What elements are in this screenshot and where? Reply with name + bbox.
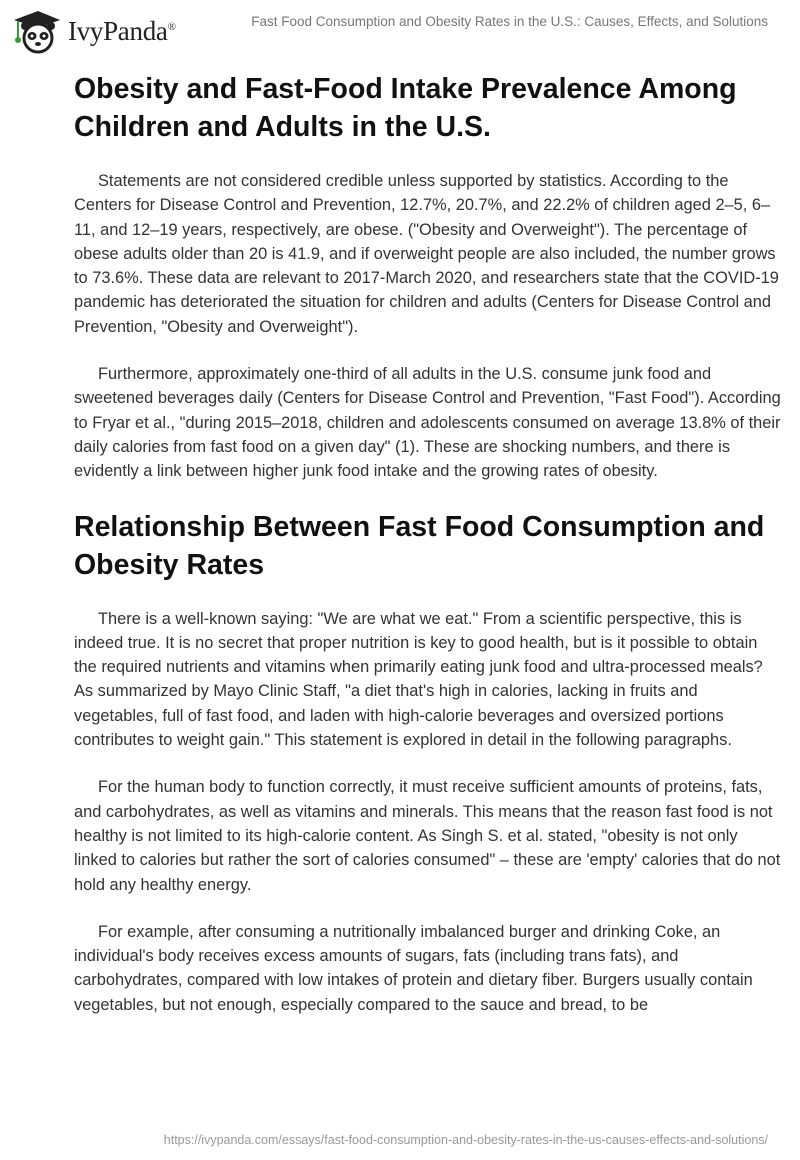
logo-text: IvyPanda® bbox=[68, 15, 176, 46]
article-body bbox=[74, 70, 782, 1040]
paragraph: For the human body to function correctly, it must receive sufficient amounts of proteins, fats, and carbohydrates, as well as vitamins and minerals. This means that the reason fast food is not healthy is not limited to its high-calorie content. As Singh S. et al. stated, "obesity is not only linked to calories but rather the sort of calories consumed" – these are 'empty' calories that do not hold any healthy energy. bbox=[74, 778, 781, 894]
ivypanda-logo[interactable] bbox=[10, 8, 176, 54]
section-heading: Relationship Between Fast Food Consumption and Obesity Rates bbox=[74, 510, 765, 581]
paragraph: There is a well-known saying: "We are what we eat." From a scientific perspective, this is indeed true. It is no secret that proper nutrition is key to good health, but is it possible to obtain the required nutrients and vitamins when primarily eating junk food and ultra-processed meals? As summarized by Mayo Clinic Staff, "a diet that's high in calories, lacking in fruits and vegetables, full of fast food, and laden with high-calorie beverages and oversized portions contributes to weight gain." This statement is explored in detail in the following paragraphs. bbox=[74, 609, 763, 750]
paragraph: Furthermore, approximately one-third of all adults in the U.S. consume junk food and sweetened beverages daily (Centers for Disease Control and Prevention, "Fast Food"). According to Fryar et al., "during 2015–2018, children and adolescents consumed on average 13.8% of their daily calories from fast food on a given day" (1). These are shocking numbers, and there is evidently a link between higher junk food intake and the growing rates of obesity. bbox=[74, 365, 781, 481]
section-heading: Obesity and Fast-Food Intake Prevalence Among Children and Adults in the U.S. bbox=[74, 73, 737, 143]
paragraph: For example, after consuming a nutritionally imbalanced burger and drinking Coke, an individual's body receives excess amounts of sugars, fats (including trans fats), and carbohydrates, compared with low intakes of protein and dietary fiber. Burgers usually contain vegetables, but not enough, especially compared to the sauce and bread, to be bbox=[74, 922, 753, 1014]
source-url[interactable]: https://ivypanda.com/essays/fast-food-consumption-and-obesity-rates-in-the-us-causes-effects-and-solutions/ bbox=[163, 1133, 768, 1147]
page-header bbox=[0, 0, 800, 60]
document-title: Fast Food Consumption and Obesity Rates in the U.S.: Causes, Effects, and Solutions bbox=[251, 14, 768, 29]
panda-graduate-icon bbox=[10, 8, 62, 54]
paragraph: Statements are not considered credible unless supported by statistics. According to the Centers for Disease Control and Prevention, 12.7%, 20.7%, and 22.2% of children aged 2–5, 6–11, and 12–19 years, respectively, are obese. ("Obesity and Overweight"). The percentage of obese adults older than 20 is 41.9, and if overweight people are also included, the number grows to 73.6%. These data are relevant to 2017-March 2020, and researchers state that the COVID-19 pandemic has deteriorated the situation for children and adults (Centers for Disease Control and Prevention, "Obesity and Overweight"). bbox=[74, 172, 779, 336]
